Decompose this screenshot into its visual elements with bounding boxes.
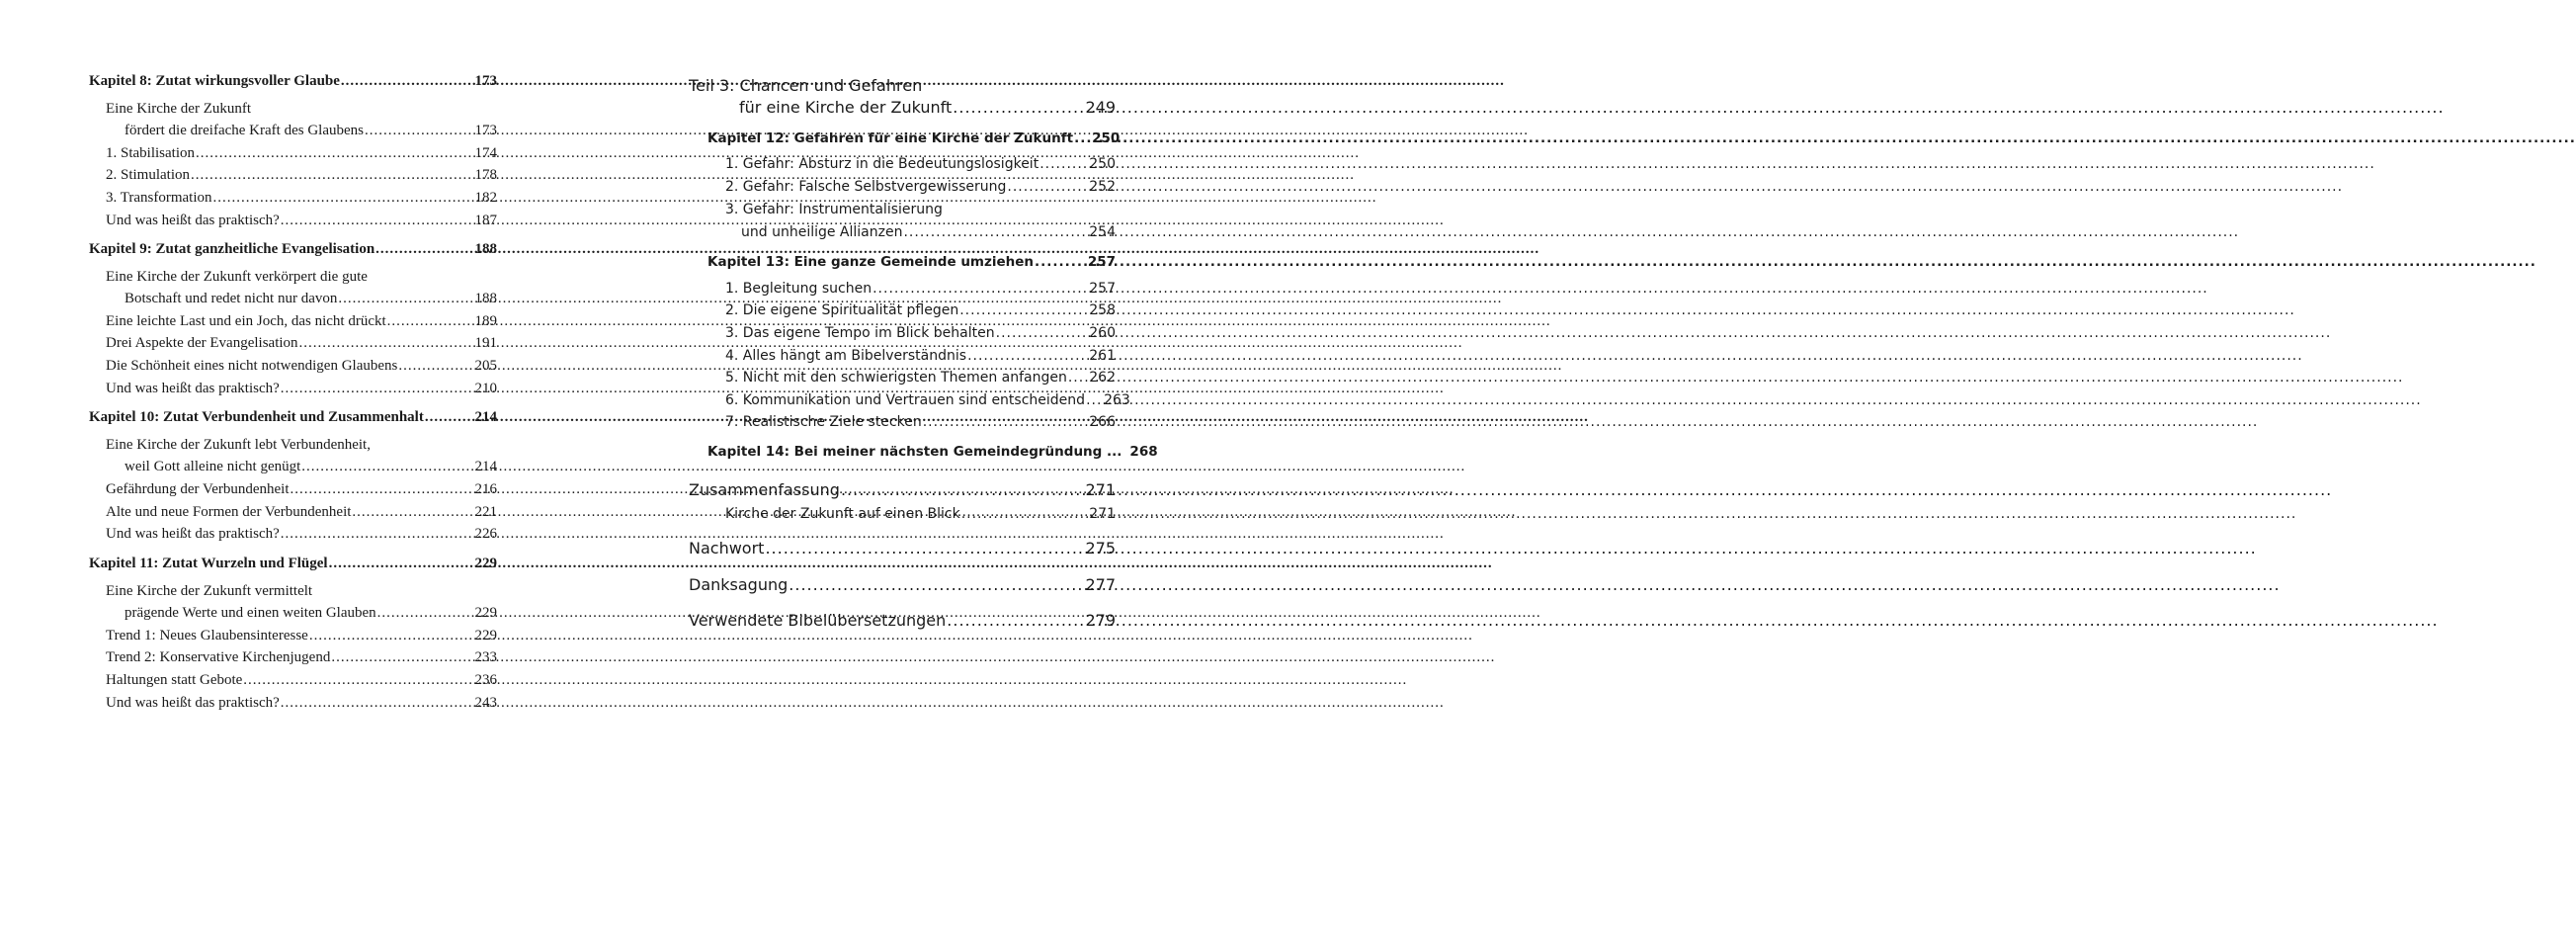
- toc-entry: [125, 121, 497, 140]
- toc-entry-title: 2. Die eigene Spiritualität pflegen: [725, 302, 959, 318]
- dot-leader: [996, 323, 1080, 343]
- dot-leader: [299, 333, 461, 353]
- toc-entry-title: 1. Begleitung suchen: [725, 281, 873, 297]
- toc-entry-title: Und was heißt das praktisch?: [106, 381, 280, 396]
- toc-page-number: 254: [1089, 224, 1116, 240]
- toc-page-number: 252: [1089, 179, 1116, 195]
- toc-entry: [106, 311, 497, 331]
- toc-entry: [725, 323, 1116, 343]
- dot-leader: [191, 165, 461, 185]
- toc-acknowledgements: [689, 575, 1116, 595]
- toc-entry: [106, 524, 497, 544]
- dot-leader: [365, 121, 461, 140]
- toc-page-number: 173: [474, 123, 497, 138]
- dot-leader: [765, 539, 1075, 558]
- dot-leader: [281, 524, 461, 544]
- toc-page-number: 250: [1092, 130, 1121, 146]
- toc-entry-title: Eine Kirche der Zukunft lebt Verbundenheit,: [106, 437, 371, 453]
- dot-leader: [377, 603, 461, 623]
- toc-entry: [725, 504, 1116, 524]
- toc-entry-title: Danksagung: [689, 575, 789, 594]
- toc-page-number: 214: [474, 409, 497, 425]
- toc-entry-title: Zusammenfassung: [689, 480, 840, 499]
- toc-page-number: 189: [474, 313, 497, 329]
- dot-leader: [281, 693, 461, 713]
- toc-page-number: 266: [1089, 414, 1116, 430]
- dot-leader: [1039, 154, 1079, 174]
- toc-entry: [106, 356, 497, 376]
- toc-bible-translations: [689, 611, 1116, 631]
- toc-entry: [125, 457, 497, 476]
- toc-summary: [689, 480, 1116, 500]
- toc-page-number: 249: [1085, 98, 1116, 117]
- toc-right-column: [689, 0, 1158, 944]
- toc-page-number: 271: [1089, 506, 1116, 522]
- toc-entry: [106, 143, 497, 163]
- toc-entry-title: Eine Kirche der Zukunft vermittelt: [106, 583, 313, 599]
- dot-leader: [329, 554, 461, 573]
- toc-entry-title: für eine Kirche der Zukunft: [739, 98, 953, 117]
- dot-leader: [309, 626, 461, 645]
- toc-entry: [125, 289, 497, 308]
- toc-page-number: 279: [1085, 611, 1116, 630]
- toc-entry: [106, 502, 497, 522]
- toc-page-number: 221: [474, 504, 497, 520]
- dot-leader: [961, 504, 1080, 524]
- toc-entry-title: Alte und neue Formen der Verbundenheit: [106, 504, 352, 520]
- dot-leader: [947, 611, 1075, 631]
- dot-leader: [953, 98, 1075, 118]
- toc-entry: [106, 670, 497, 690]
- toc-chapter-14: [707, 442, 1158, 462]
- dot-leader: [387, 311, 461, 331]
- toc-entry: [741, 222, 1116, 242]
- toc-entry-title: 5. Nicht mit den schwierigsten Themen anfangen: [725, 370, 1067, 386]
- toc-entry-title: Kapitel 10: Zutat Verbundenheit und Zusammenhalt: [89, 409, 424, 425]
- toc-page-number: 268: [1129, 444, 1158, 460]
- dot-leader: [341, 71, 461, 91]
- toc-entry-title: 3. Gefahr: Instrumentalisierung: [725, 202, 943, 217]
- toc-entry-title: fördert die dreifache Kraft des Glaubens: [125, 123, 364, 138]
- toc-entry-title: 1. Stabilisation: [106, 145, 195, 161]
- toc-page-number: 233: [474, 649, 497, 665]
- toc-page-number: 226: [474, 526, 497, 542]
- toc-page-number: 257: [1089, 281, 1116, 297]
- toc-entry-title: Und was heißt das praktisch?: [106, 526, 280, 542]
- toc-entry-title: 4. Alles hängt am Bibelverständnis: [725, 348, 967, 364]
- toc-entry-title: Und was heißt das praktisch?: [106, 213, 280, 228]
- toc-left-column: [89, 0, 497, 944]
- toc-page-number: 216: [474, 481, 497, 497]
- dot-leader: [196, 143, 461, 163]
- toc-entry-title: prägende Werte und einen weiten Glauben: [125, 605, 376, 621]
- dot-leader: [338, 289, 461, 308]
- toc-entry-title: Kapitel 13: Eine ganze Gemeinde umziehen: [707, 254, 1035, 270]
- toc-chapter-11: [89, 554, 497, 573]
- toc-entry-title: Kirche der Zukunft auf einen Blick: [725, 506, 960, 522]
- dot-leader: [352, 502, 461, 522]
- toc-entry-title: Kapitel 9: Zutat ganzheitliche Evangelisation: [89, 241, 375, 257]
- toc-chapter-12: [707, 129, 1121, 148]
- toc-entry-title: 2. Stimulation: [106, 167, 191, 183]
- toc-entry-title: Eine Kirche der Zukunft verkörpert die gute: [106, 269, 368, 285]
- toc-page-number: 191: [474, 335, 497, 351]
- toc-entry-title: Und was heißt das praktisch?: [106, 695, 280, 711]
- toc-page-number: 174: [474, 145, 497, 161]
- toc-entry-title: Kapitel 8: Zutat wirkungsvoller Glaube: [89, 73, 340, 89]
- toc-entry-title: 7. Realistische Ziele stecken: [725, 414, 922, 430]
- toc-chapter-13: [707, 252, 1116, 272]
- toc-page-number: 229: [474, 605, 497, 621]
- toc-part-3: [689, 76, 1116, 96]
- toc-entry: [106, 99, 497, 119]
- toc-page-number: 258: [1089, 302, 1116, 318]
- toc-page-number: 229: [474, 556, 497, 571]
- toc-page-number: 178: [474, 167, 497, 183]
- dot-leader: [375, 239, 461, 259]
- toc-entry-title: Nachwort: [689, 539, 765, 558]
- toc-entry-title: Kapitel 14: Bei meiner nächsten Gemeindegründung ...: [707, 444, 1122, 460]
- toc-page-number: 250: [1089, 156, 1116, 172]
- dot-leader: [841, 480, 1076, 500]
- toc-page-number: 263: [1104, 392, 1130, 408]
- toc-entry-title: Eine Kirche der Zukunft: [106, 101, 252, 117]
- dot-leader: [967, 346, 1079, 366]
- dot-leader: [331, 647, 461, 667]
- toc-entry-title: 3. Das eigene Tempo im Blick behalten: [725, 325, 995, 341]
- toc-page-number: 182: [474, 190, 497, 206]
- toc-entry: [106, 165, 497, 185]
- toc-entry-title: 6. Kommunikation und Vertrauen sind entscheidend: [725, 392, 1086, 408]
- toc-entry-title: 2. Gefahr: Falsche Selbstvergewisserung: [725, 179, 1007, 195]
- toc-entry-title: Drei Aspekte der Evangelisation: [106, 335, 298, 351]
- toc-entry: [106, 435, 497, 455]
- toc-entry: [106, 188, 497, 208]
- toc-page-number: 188: [474, 291, 497, 306]
- toc-entry: [106, 333, 497, 353]
- toc-page-number: 188: [474, 241, 497, 257]
- toc-entry: [106, 267, 497, 287]
- right-page: [593, 0, 1186, 944]
- toc-page-number: 173: [474, 73, 497, 89]
- toc-entry: [106, 211, 497, 230]
- toc-entry: [106, 647, 497, 667]
- dot-leader: [213, 188, 461, 208]
- toc-entry-title: Kapitel 12: Gefahren für eine Kirche der Zukunft: [707, 130, 1074, 146]
- toc-entry: [725, 300, 1116, 320]
- toc-entry: [725, 154, 1116, 174]
- dot-leader: [1035, 252, 1078, 272]
- toc-entry: [106, 479, 497, 499]
- dot-leader: [903, 222, 1079, 242]
- toc-entry-title: Kapitel 11: Zutat Wurzeln und Flügel: [89, 556, 328, 571]
- toc-entry-title: Haltungen statt Gebote: [106, 672, 243, 688]
- dot-leader: [425, 407, 461, 427]
- toc-chapter-8: [89, 71, 497, 91]
- toc-entry-title: Verwendete Bibelübersetzungen: [689, 611, 947, 630]
- dot-leader: [398, 356, 461, 376]
- toc-entry: [739, 98, 1116, 118]
- toc-page-number: 261: [1089, 348, 1116, 364]
- toc-entry-title: Gefährdung der Verbundenheit: [106, 481, 290, 497]
- toc-entry: [725, 279, 1116, 299]
- toc-entry: [725, 412, 1116, 432]
- toc-page-number: 271: [1085, 480, 1116, 499]
- dot-leader: [281, 379, 461, 398]
- toc-page-number: 187: [474, 213, 497, 228]
- dot-leader: [1074, 129, 1082, 148]
- toc-entry-title: 3. Transformation: [106, 190, 212, 206]
- dot-leader: [281, 211, 461, 230]
- dot-leader: [959, 300, 1079, 320]
- toc-page-number: 236: [474, 672, 497, 688]
- toc-entry-title: weil Gott alleine nicht genügt: [125, 459, 301, 474]
- toc-page-number: 262: [1089, 370, 1116, 386]
- dot-leader: [1086, 390, 1094, 410]
- toc-entry-title: Botschaft und redet nicht nur davon: [125, 291, 338, 306]
- toc-page-number: 214: [474, 459, 497, 474]
- dot-leader: [1007, 177, 1079, 197]
- toc-entry: [106, 693, 497, 713]
- toc-entry: [725, 346, 1116, 366]
- toc-entry-title: Teil 3: Chancen und Gefahren: [689, 76, 923, 95]
- toc-entry: [106, 626, 497, 645]
- toc-page-number: 257: [1087, 254, 1116, 270]
- toc-page-number: 277: [1085, 575, 1116, 594]
- toc-entry-title: und unheilige Allianzen: [741, 224, 903, 240]
- left-page: [0, 0, 593, 944]
- toc-entry-title: 1. Gefahr: Absturz in die Bedeutungslosigkeit: [725, 156, 1039, 172]
- toc-page-number: 243: [474, 695, 497, 711]
- toc-entry-title: Die Schönheit eines nicht notwendigen Glaubens: [106, 358, 398, 374]
- dot-leader: [301, 457, 461, 476]
- toc-chapter-10: [89, 407, 497, 427]
- dot-leader: [789, 575, 1075, 595]
- toc-page-number: 275: [1085, 539, 1116, 558]
- toc-entry: [725, 368, 1116, 387]
- toc-entry: [725, 177, 1116, 197]
- toc-afterword: [689, 539, 1116, 558]
- toc-entry: [106, 581, 497, 601]
- dot-leader: [1068, 368, 1079, 387]
- dot-leader: [873, 279, 1079, 299]
- toc-chapter-9: [89, 239, 497, 259]
- toc-entry: [125, 603, 497, 623]
- dot-leader: [923, 412, 1080, 432]
- toc-entry: [106, 379, 497, 398]
- toc-entry-title: Eine leichte Last und ein Joch, das nicht drückt: [106, 313, 386, 329]
- toc-entry: [725, 390, 1130, 410]
- toc-page-number: 205: [474, 358, 497, 374]
- dot-leader: [243, 670, 461, 690]
- toc-entry-title: Trend 2: Konservative Kirchenjugend: [106, 649, 331, 665]
- toc-page-number: 210: [474, 381, 497, 396]
- toc-page-number: 229: [474, 628, 497, 644]
- dot-leader: [291, 479, 462, 499]
- toc-entry: [725, 200, 1116, 219]
- toc-page-number: 260: [1089, 325, 1116, 341]
- toc-entry-title: Trend 1: Neues Glaubensinteresse: [106, 628, 308, 644]
